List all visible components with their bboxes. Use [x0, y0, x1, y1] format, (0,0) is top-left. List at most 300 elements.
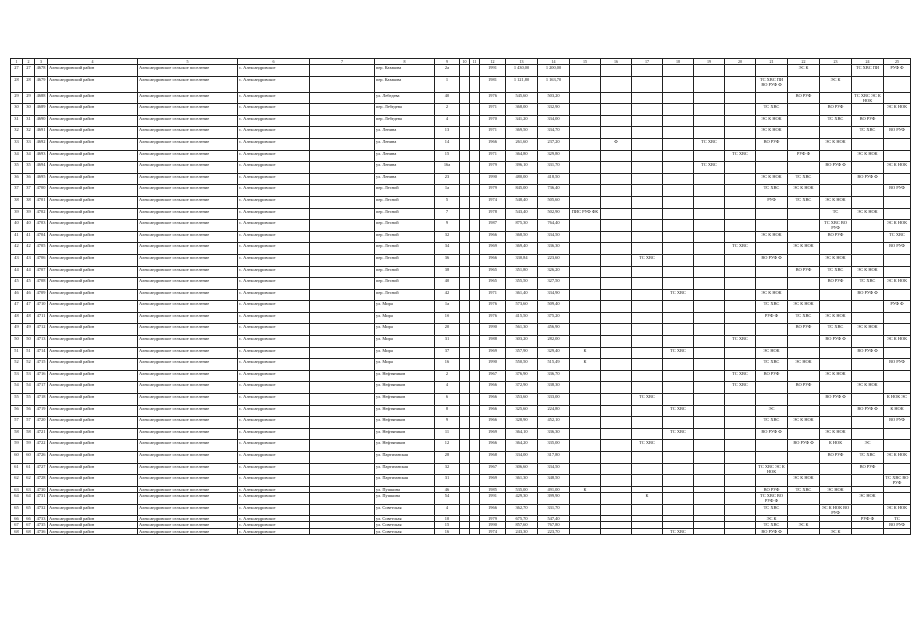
table-cell: 1 163,70: [538, 76, 570, 92]
table-cell: [694, 492, 725, 504]
table-cell: 64: [23, 492, 35, 504]
table-cell: Александровский район: [48, 359, 138, 371]
table-cell: [601, 312, 632, 324]
table-cell: пер. Лесной: [375, 243, 435, 255]
table-cell: [756, 220, 788, 232]
table-cell: [756, 65, 788, 77]
table-cell: 4714: [35, 347, 48, 359]
table-cell: [663, 504, 694, 516]
table-cell: ТС ХВС ЭС К НОК: [756, 463, 788, 475]
table-cell: 335,00: [538, 440, 570, 452]
table-cell: ул. Мира: [375, 347, 435, 359]
table-cell: [460, 254, 470, 266]
table-cell: [310, 138, 375, 150]
table-cell: ВО РУФ Ф: [756, 428, 788, 440]
table-cell: ТС ХВС: [663, 528, 694, 534]
table-cell: 1976: [480, 92, 506, 104]
table-cell: 30: [23, 104, 35, 116]
table-cell: 4692: [35, 138, 48, 150]
table-cell: с. Александровское: [238, 347, 310, 359]
table-cell: 4728: [35, 475, 48, 487]
table-cell: 56: [23, 405, 35, 417]
table-cell: [852, 196, 884, 208]
table-cell: [632, 463, 663, 475]
table-cell: 1990: [480, 173, 506, 185]
table-cell: 40: [435, 92, 460, 104]
table-cell: ул. Ленина: [375, 150, 435, 162]
table-cell: [632, 528, 663, 534]
table-cell: [820, 492, 852, 504]
table-cell: [570, 115, 601, 127]
table-cell: [884, 382, 911, 394]
table-cell: [663, 127, 694, 139]
table-cell: 50: [23, 336, 35, 348]
table-cell: [601, 504, 632, 516]
table-cell: ЭС К НОК: [788, 185, 820, 197]
table-cell: 32: [435, 231, 460, 243]
table-cell: [788, 452, 820, 464]
table-cell: 48: [23, 312, 35, 324]
table-cell: [884, 266, 911, 278]
table-cell: ЭС К НОК: [788, 301, 820, 313]
table-cell: Александровское сельское поселение: [138, 463, 238, 475]
table-cell: 1971: [480, 150, 506, 162]
table-cell: Александровский район: [48, 220, 138, 232]
table-cell: [460, 324, 470, 336]
column-number: 4: [48, 59, 138, 65]
table-cell: 368,50: [506, 231, 538, 243]
table-cell: [601, 254, 632, 266]
table-cell: ул. Нефтяников: [375, 417, 435, 429]
table-cell: [852, 528, 884, 534]
table-cell: [884, 312, 911, 324]
table-cell: [852, 312, 884, 324]
table-cell: ТС: [884, 516, 911, 522]
table-cell: [663, 475, 694, 487]
table-cell: Александровское сельское поселение: [138, 289, 238, 301]
table-cell: [725, 504, 756, 516]
table-cell: ВО РУФ: [788, 324, 820, 336]
table-cell: 4701: [35, 196, 48, 208]
table-cell: Александровский район: [48, 440, 138, 452]
table-cell: 8: [435, 405, 460, 417]
table-cell: 65: [23, 504, 35, 516]
table-cell: ул. Советская: [375, 522, 435, 528]
table-cell: 767,80: [538, 522, 570, 528]
table-cell: пер. Лесной: [375, 220, 435, 232]
table-cell: ТС ХВС: [694, 162, 725, 174]
table-cell: 372,90: [506, 382, 538, 394]
table-cell: Александровский район: [48, 522, 138, 528]
table-cell: [470, 185, 480, 197]
table-cell: [632, 324, 663, 336]
table-cell: 1976: [480, 312, 506, 324]
table-cell: 1985: [480, 486, 506, 492]
table-cell: [570, 150, 601, 162]
table-cell: [663, 173, 694, 185]
table-cell: 1965: [480, 278, 506, 290]
table-cell: [788, 162, 820, 174]
table-cell: [470, 243, 480, 255]
column-number: 13: [506, 59, 538, 65]
table-cell: Александровский район: [48, 254, 138, 266]
table-cell: с. Александровское: [238, 486, 310, 492]
table-cell: [460, 452, 470, 464]
table-cell: 4702: [35, 208, 48, 220]
table-cell: 515,49: [538, 359, 570, 371]
table-cell: 34: [435, 243, 460, 255]
table-cell: 53: [11, 370, 23, 382]
table-cell: 16: [435, 359, 460, 371]
table-cell: ЭС К: [820, 528, 852, 534]
table-cell: 4715: [35, 359, 48, 371]
table-cell: 4718: [35, 394, 48, 406]
table-cell: 362,70: [506, 504, 538, 516]
table-cell: [725, 115, 756, 127]
table-cell: К: [570, 486, 601, 492]
table-cell: Александровское сельское поселение: [138, 492, 238, 504]
table-cell: 55: [11, 394, 23, 406]
table-cell: [756, 243, 788, 255]
table-cell: 31: [11, 115, 23, 127]
table-cell: 535,00: [506, 486, 538, 492]
table-cell: ЭС К НОК: [820, 254, 852, 266]
table-cell: [470, 440, 480, 452]
table-cell: [788, 231, 820, 243]
table-cell: [601, 150, 632, 162]
column-number: 22: [788, 59, 820, 65]
table-cell: Александровское сельское поселение: [138, 336, 238, 348]
table-cell: ВО РУФ Ф: [852, 289, 884, 301]
table-cell: 1965: [480, 266, 506, 278]
table-cell: ВО РУФ: [820, 452, 852, 464]
table-cell: ЭС НОК: [788, 359, 820, 371]
table-cell: [470, 208, 480, 220]
table-cell: [470, 528, 480, 534]
table-cell: Александровский район: [48, 370, 138, 382]
table-row: [11, 173, 911, 185]
table-cell: 62: [11, 475, 23, 487]
column-number: 17: [632, 59, 663, 65]
table-cell: [725, 266, 756, 278]
table-row: [11, 208, 911, 220]
table-cell: Александровский район: [48, 208, 138, 220]
table-cell: [694, 312, 725, 324]
table-cell: 1 430,00: [506, 65, 538, 77]
table-cell: [601, 324, 632, 336]
table-cell: 54: [11, 382, 23, 394]
table-row: [11, 528, 911, 534]
table-cell: 456,90: [538, 324, 570, 336]
table-cell: ЭС НОК: [820, 486, 852, 492]
table-cell: [601, 104, 632, 116]
table-cell: [820, 475, 852, 487]
table-cell: [694, 528, 725, 534]
table-cell: ТС ХВС: [756, 504, 788, 516]
table-cell: ВО РУФ Ф: [820, 394, 852, 406]
table-cell: [788, 504, 820, 516]
table-cell: Александровский район: [48, 405, 138, 417]
table-cell: [632, 428, 663, 440]
table-cell: ТС ХВС: [632, 394, 663, 406]
table-cell: [694, 370, 725, 382]
table-cell: с. Александровское: [238, 173, 310, 185]
table-cell: 38: [435, 266, 460, 278]
table-cell: [310, 65, 375, 77]
table-cell: Александровский район: [48, 266, 138, 278]
table-cell: [788, 394, 820, 406]
table-cell: Александровский район: [48, 417, 138, 429]
table-cell: 224,80: [538, 405, 570, 417]
table-cell: [663, 266, 694, 278]
table-cell: ЭС К НОК: [820, 196, 852, 208]
table-cell: 1а: [435, 185, 460, 197]
table-cell: 4678: [35, 65, 48, 77]
table-cell: ЭС К НОК: [820, 312, 852, 324]
table-cell: с. Александровское: [238, 220, 310, 232]
table-cell: 336,70: [538, 370, 570, 382]
table-cell: [694, 173, 725, 185]
table-cell: ТС ХВС: [725, 370, 756, 382]
table-cell: [884, 196, 911, 208]
table-cell: [570, 65, 601, 77]
table-cell: ТС ХВС: [663, 428, 694, 440]
table-cell: 4704: [35, 231, 48, 243]
table-cell: РУФ Ф: [852, 516, 884, 522]
table-cell: ЭС К НОК: [756, 115, 788, 127]
table-cell: ул. Пушкина: [375, 492, 435, 504]
table-cell: [663, 150, 694, 162]
table-cell: [470, 475, 480, 487]
table-cell: 4679: [35, 76, 48, 92]
table-cell: с. Александровское: [238, 92, 310, 104]
table-cell: [694, 254, 725, 266]
table-cell: [570, 266, 601, 278]
table-cell: [725, 312, 756, 324]
table-cell: [725, 528, 756, 534]
table-cell: 4708: [35, 278, 48, 290]
table-cell: [725, 104, 756, 116]
table-cell: [788, 254, 820, 266]
table-cell: Александровский район: [48, 231, 138, 243]
table-cell: Александровское сельское поселение: [138, 254, 238, 266]
table-cell: 2: [435, 104, 460, 116]
table-row: [11, 417, 911, 429]
table-cell: [310, 254, 375, 266]
table-cell: 1966: [480, 394, 506, 406]
table-cell: 1990: [480, 522, 506, 528]
table-cell: [756, 208, 788, 220]
table-cell: [310, 220, 375, 232]
table-cell: с. Александровское: [238, 428, 310, 440]
table-cell: [470, 138, 480, 150]
table-cell: [725, 347, 756, 359]
table-cell: [601, 162, 632, 174]
table-cell: [884, 92, 911, 104]
table-cell: [470, 452, 480, 464]
table-cell: [788, 463, 820, 475]
table-cell: 1966: [480, 382, 506, 394]
table-cell: 4710: [35, 301, 48, 313]
table-cell: ЭС К НОК: [756, 231, 788, 243]
table-cell: [884, 173, 911, 185]
table-cell: [725, 463, 756, 475]
table-cell: пер. Лебедева: [375, 115, 435, 127]
table-cell: 331,70: [538, 162, 570, 174]
table-cell: [601, 405, 632, 417]
table-cell: Александровское сельское поселение: [138, 185, 238, 197]
table-cell: [460, 463, 470, 475]
table-cell: 509,40: [538, 301, 570, 313]
table-cell: 53: [23, 370, 35, 382]
table-cell: [570, 104, 601, 116]
table-cell: [470, 405, 480, 417]
table-cell: 334,50: [538, 463, 570, 475]
table-cell: 43: [23, 254, 35, 266]
table-cell: [460, 243, 470, 255]
table-cell: ТС ХВС: [788, 173, 820, 185]
table-cell: 4: [435, 382, 460, 394]
table-cell: [310, 162, 375, 174]
table-cell: [310, 104, 375, 116]
column-number: 3: [35, 59, 48, 65]
table-cell: [632, 127, 663, 139]
table-cell: [601, 394, 632, 406]
table-cell: ВО РУФ: [756, 486, 788, 492]
table-cell: ВО РУФ Ф: [756, 254, 788, 266]
table-cell: с. Александровское: [238, 359, 310, 371]
table-cell: 35: [23, 162, 35, 174]
table-cell: ТС ХВС: [632, 440, 663, 452]
table-cell: [601, 208, 632, 220]
table-cell: [725, 394, 756, 406]
table-cell: [470, 173, 480, 185]
table-cell: пер. Лесной: [375, 208, 435, 220]
table-row: [11, 336, 911, 348]
table-cell: Александровский район: [48, 394, 138, 406]
table-cell: Александровский район: [48, 104, 138, 116]
table-cell: [852, 185, 884, 197]
table-cell: [884, 428, 911, 440]
table-cell: 66: [23, 516, 35, 522]
table-cell: [632, 301, 663, 313]
table-cell: ЭС К НОК: [884, 162, 911, 174]
table-cell: [460, 208, 470, 220]
table-cell: ул. Партизанская: [375, 475, 435, 487]
table-cell: [601, 452, 632, 464]
table-cell: [632, 417, 663, 429]
table-cell: [310, 382, 375, 394]
table-cell: 39: [11, 208, 23, 220]
table-cell: [310, 359, 375, 371]
table-cell: 329,80: [538, 150, 570, 162]
table-cell: 573,60: [506, 301, 538, 313]
table-cell: 28: [435, 452, 460, 464]
table-cell: 491,00: [538, 486, 570, 492]
table-cell: [570, 475, 601, 487]
table-cell: Александровский район: [48, 336, 138, 348]
table-cell: [725, 231, 756, 243]
table-cell: ЭС К НОК: [852, 382, 884, 394]
table-cell: [570, 324, 601, 336]
table-cell: [460, 231, 470, 243]
table-cell: ТС ХВС: [663, 289, 694, 301]
table-cell: [310, 196, 375, 208]
table-cell: 4731: [35, 492, 48, 504]
table-cell: [310, 440, 375, 452]
table-cell: [632, 150, 663, 162]
column-number: 14: [538, 59, 570, 65]
table-cell: с. Александровское: [238, 208, 310, 220]
table-cell: 46: [23, 289, 35, 301]
column-number: 6: [238, 59, 310, 65]
table-cell: 1: [435, 76, 460, 92]
table-cell: [632, 162, 663, 174]
table-cell: 332,90: [538, 104, 570, 116]
table-cell: [632, 104, 663, 116]
table-cell: 40: [23, 220, 35, 232]
table-cell: 4689: [35, 104, 48, 116]
table-cell: Александровский район: [48, 486, 138, 492]
table-cell: [310, 394, 375, 406]
table-cell: Александровский район: [48, 76, 138, 92]
table-cell: ВО РУФ: [884, 185, 911, 197]
table-cell: [632, 231, 663, 243]
table-cell: 31: [435, 475, 460, 487]
table-cell: ВО РУФ Ф: [820, 162, 852, 174]
table-cell: [310, 336, 375, 348]
table-cell: 364,10: [506, 428, 538, 440]
table-cell: 4716: [35, 370, 48, 382]
table-row: [11, 76, 911, 92]
table-cell: [570, 382, 601, 394]
table-row: [11, 452, 911, 464]
table-cell: [852, 417, 884, 429]
table-row: [11, 65, 911, 77]
table-cell: 4709: [35, 289, 48, 301]
table-cell: ТС ХВС: [788, 196, 820, 208]
table-cell: [632, 347, 663, 359]
table-cell: [601, 185, 632, 197]
table-cell: 4721: [35, 428, 48, 440]
table-cell: 60: [23, 452, 35, 464]
table-cell: [632, 370, 663, 382]
table-cell: пер. Лесной: [375, 266, 435, 278]
column-number: 7: [310, 59, 375, 65]
table-cell: [725, 138, 756, 150]
table-cell: ул. Нефтяников: [375, 440, 435, 452]
table-cell: [663, 278, 694, 290]
table-cell: [725, 405, 756, 417]
table-cell: ТС ХВС: [725, 336, 756, 348]
table-cell: Александровский район: [48, 382, 138, 394]
table-cell: [884, 208, 911, 220]
table-cell: [460, 440, 470, 452]
table-cell: 7: [435, 208, 460, 220]
table-cell: [663, 92, 694, 104]
table-cell: [725, 359, 756, 371]
table-cell: Александровское сельское поселение: [138, 522, 238, 528]
table-cell: Александровский район: [48, 301, 138, 313]
table-cell: 396,10: [506, 162, 538, 174]
table-cell: [460, 162, 470, 174]
column-number: 2: [23, 59, 35, 65]
table-cell: ЭС: [852, 440, 884, 452]
table-cell: 37: [11, 185, 23, 197]
table-row: [11, 440, 911, 452]
table-cell: 368,00: [506, 104, 538, 116]
table-cell: ЭС К НОК: [852, 150, 884, 162]
